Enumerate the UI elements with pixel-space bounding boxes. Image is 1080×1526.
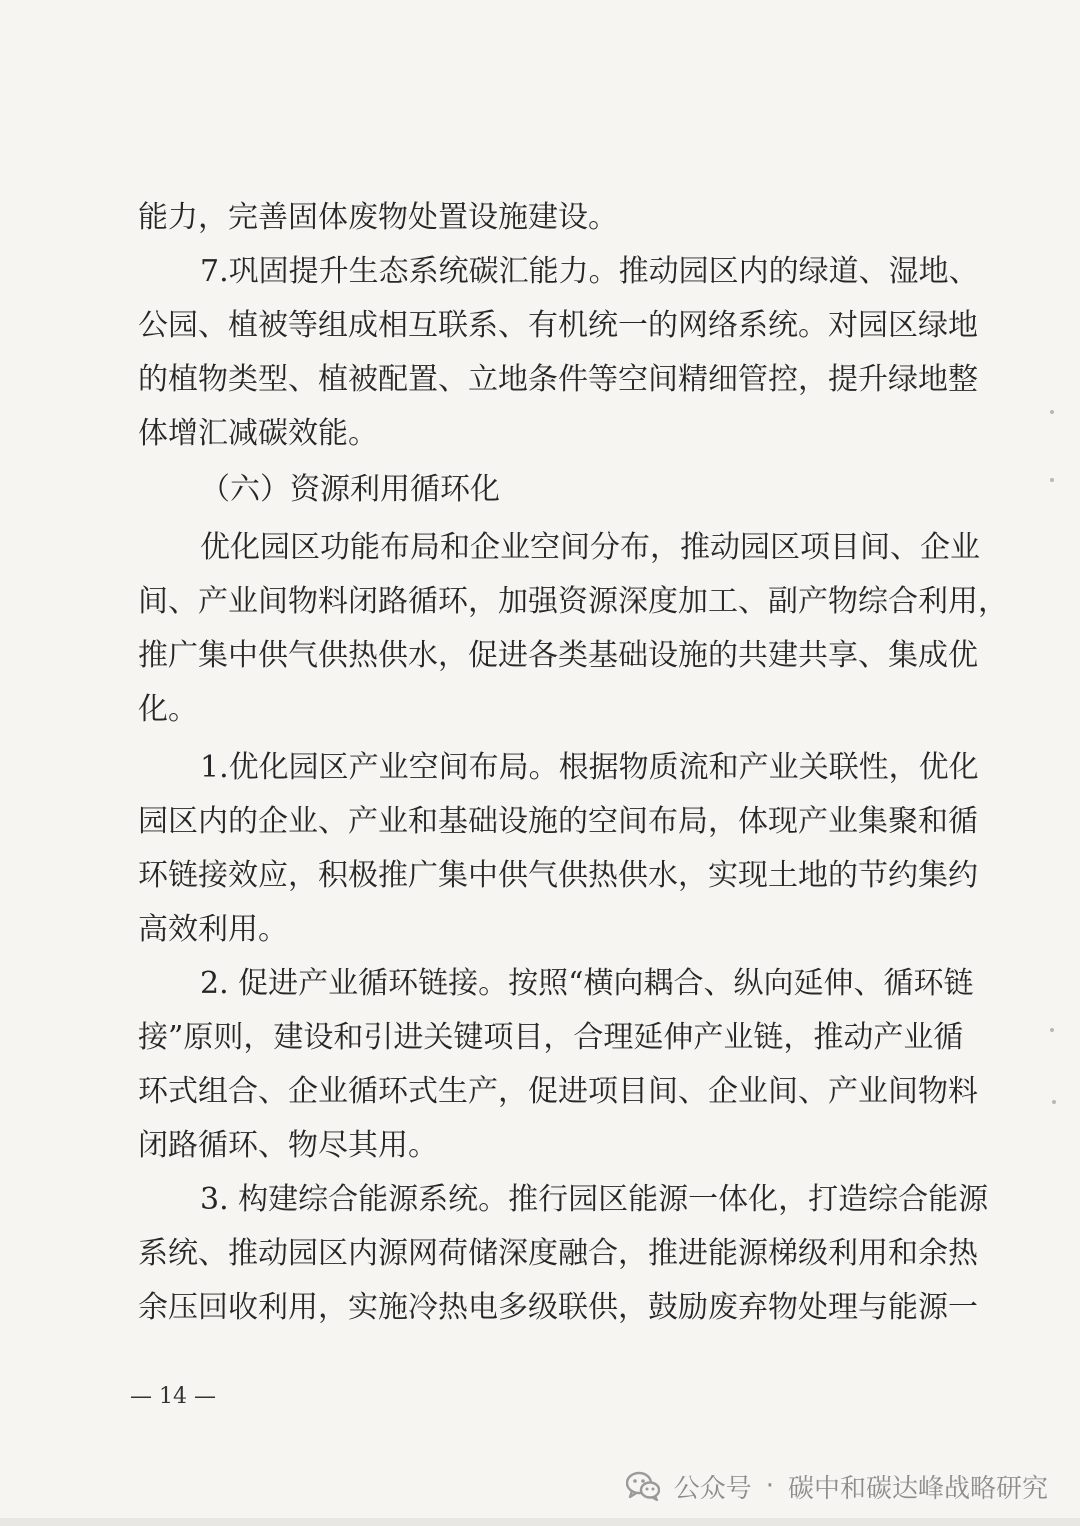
scan-speck: [1050, 478, 1054, 482]
text-line: 接”原则，建设和引进关键项目，合理延伸产业链，推动产业循: [138, 1020, 964, 1055]
page-number: — 14 —: [130, 1384, 216, 1409]
text-line: 2. 促进产业循环链接。按照“横向耦合、纵向延伸、循环链: [200, 966, 974, 1001]
wechat-watermark: [626, 1466, 1048, 1506]
section-heading: （六）资源利用循环化: [200, 472, 500, 507]
text-line: 化。: [138, 692, 198, 727]
text-line: 体增汇减碳效能。: [138, 416, 378, 451]
text-line: 高效利用。: [138, 912, 288, 947]
text-line: 优化园区功能布局和企业空间分布，推动园区项目间、企业: [200, 530, 980, 565]
text-line: 能力，完善固体废物处置设施建设。: [138, 200, 618, 235]
text-line: 3. 构建综合能源系统。推行园区能源一体化，打造综合能源: [200, 1182, 989, 1217]
watermark-separator: ·: [765, 1471, 774, 1501]
scan-speck: [1050, 1028, 1054, 1032]
text-line: 的植物类型、植被配置、立地条件等空间精细管控，提升绿地整: [138, 362, 978, 397]
scan-speck: [1050, 410, 1054, 414]
watermark-prefix: 公众号: [673, 1473, 752, 1504]
text-line: 间、产业间物料闭路循环，加强资源深度加工、副产物综合利用，: [138, 584, 1008, 619]
text-line: 推广集中供气供热供水，促进各类基础设施的共建共享、集成优: [138, 638, 978, 673]
bottom-edge: [0, 1518, 1080, 1526]
text-line: 环链接效应，积极推广集中供气供热供水，实现土地的节约集约: [138, 858, 978, 893]
text-line: 环式组合、企业循环式生产，促进项目间、企业间、产业间物料: [138, 1074, 978, 1109]
wechat-icon: [626, 1471, 660, 1501]
watermark-account-name: 碳中和碳达峰战略研究: [787, 1473, 1048, 1504]
text-line: 余压回收利用，实施冷热电多级联供，鼓励废弃物处理与能源一: [138, 1290, 978, 1325]
text-line: 园区内的企业、产业和基础设施的空间布局，体现产业集聚和循: [138, 804, 978, 839]
text-line: 7.巩固提升生态系统碳汇能力。推动园区内的绿道、湿地、: [200, 254, 979, 289]
text-line: 闭路循环、物尽其用。: [138, 1128, 438, 1163]
text-line: 1.优化园区产业空间布局。根据物质流和产业关联性，优化: [200, 750, 979, 785]
text-line: 系统、推动园区内源网荷储深度融合，推进能源梯级利用和余热: [138, 1236, 978, 1271]
text-line: 公园、植被等组成相互联系、有机统一的网络系统。对园区绿地: [138, 308, 978, 343]
scan-speck: [1052, 1100, 1056, 1104]
